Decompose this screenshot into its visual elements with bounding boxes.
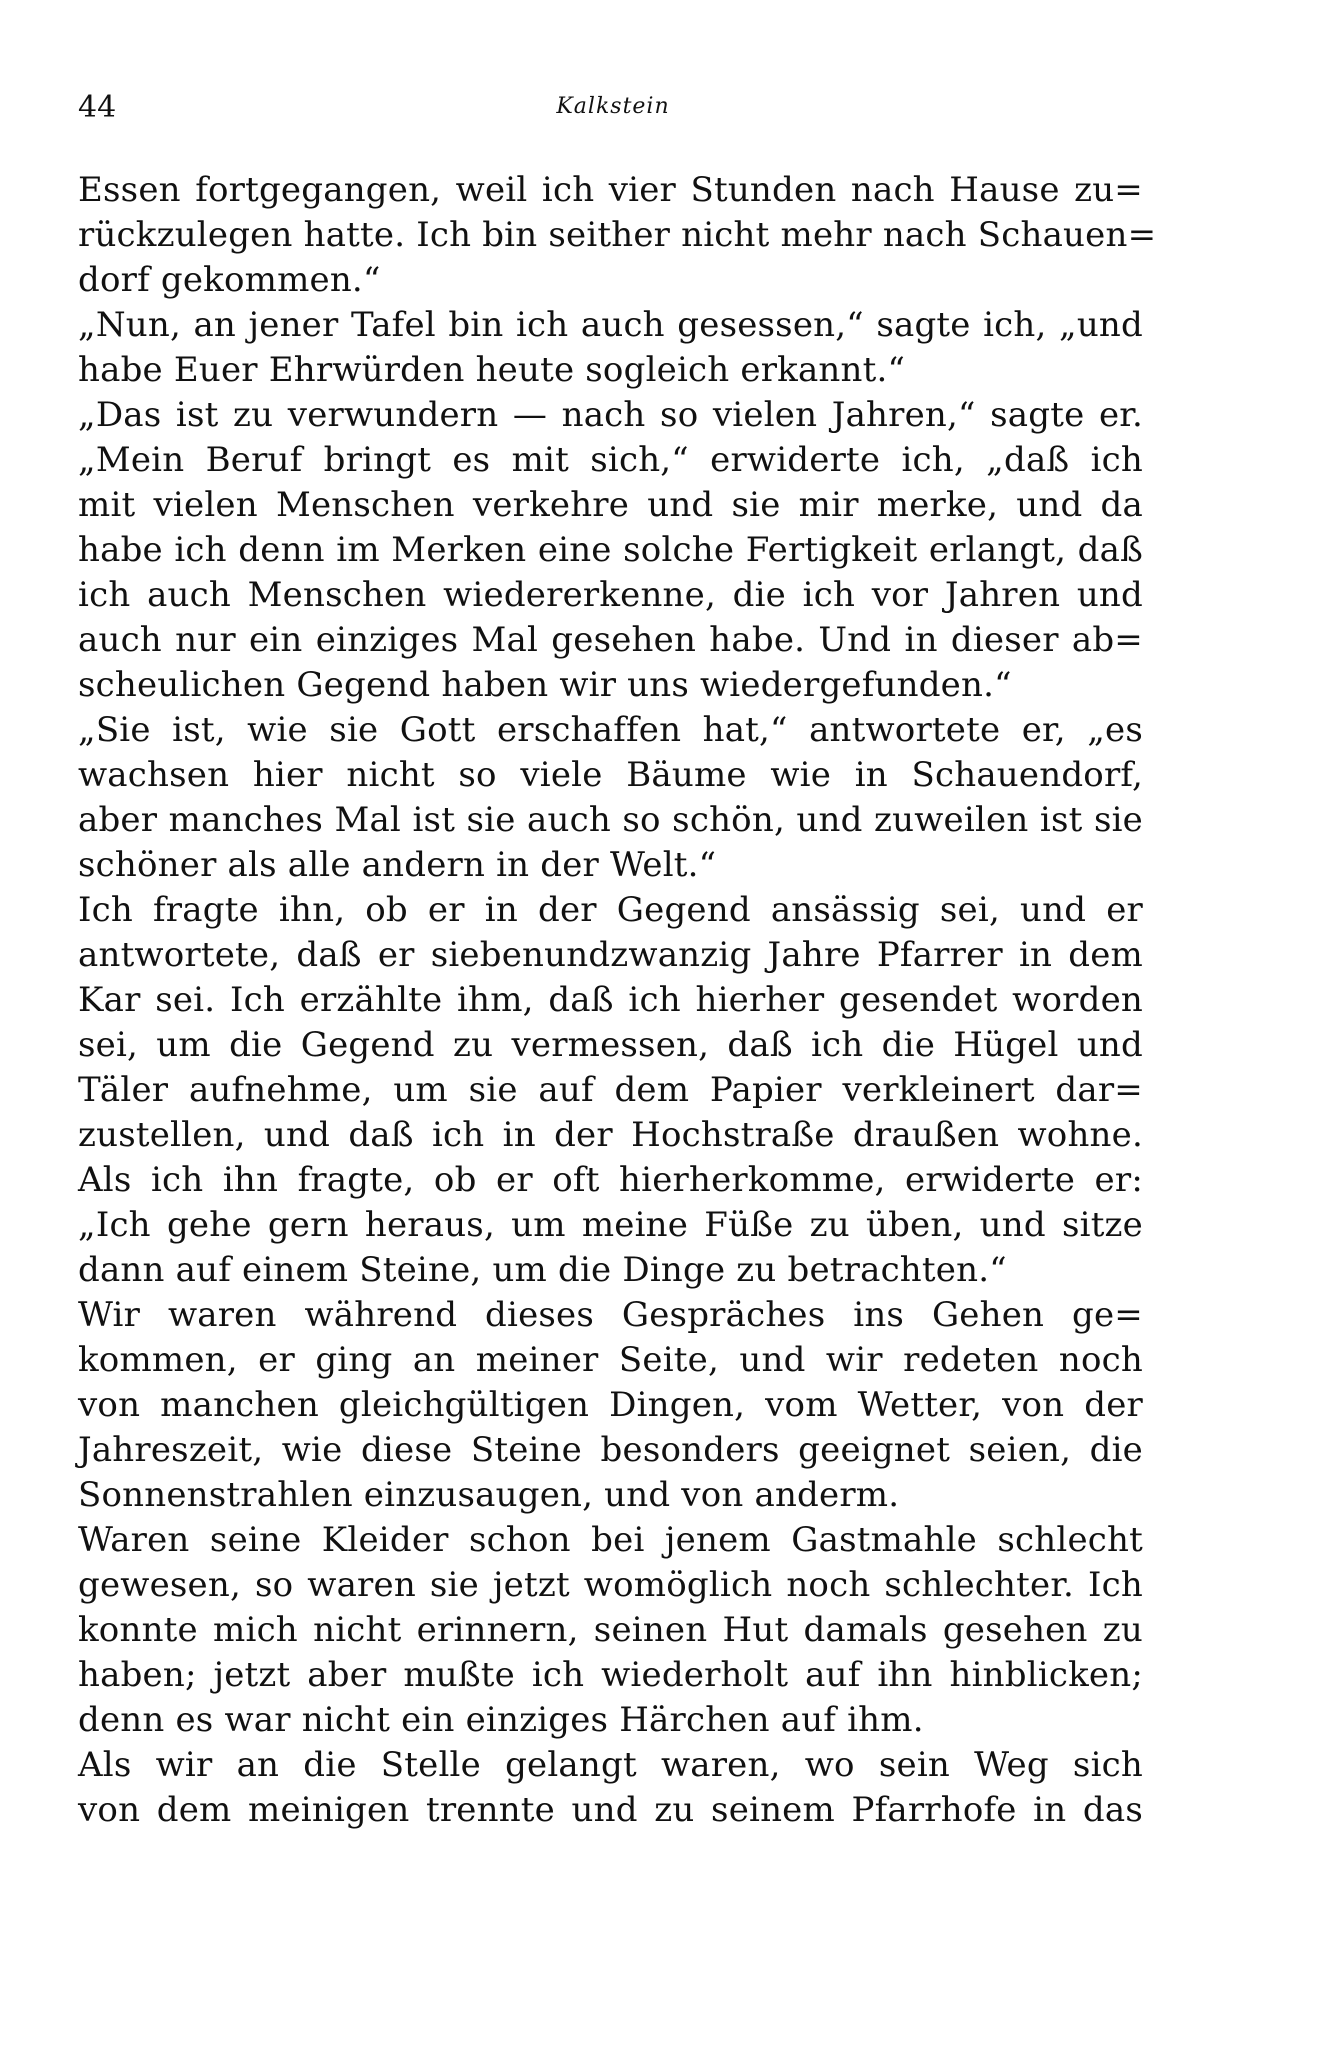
- text-line: scheulichen Gegend haben wir uns wiedergefunden.“: [78, 665, 1012, 705]
- text-line: haben; jetzt aber mußte ich wiederholt auf ihn hinblicken;: [78, 1655, 1143, 1695]
- page-header: [78, 90, 1140, 130]
- text-line: Kar sei. Ich erzählte ihm, daß ich hierher gesendet worden: [78, 980, 1143, 1020]
- text-line: mit vielen Menschen verkehre und sie mir merke, und da: [78, 485, 1143, 525]
- text-line: gewesen, so waren sie jetzt womöglich noch schlechter. Ich: [78, 1565, 1143, 1605]
- text-line: Täler aufnehme, um sie auf dem Papier verkleinert dar=: [78, 1070, 1143, 1110]
- text-line: schöner als alle andern in der Welt.“: [78, 845, 717, 885]
- text-line: Als ich ihn fragte, ob er oft hierherkomme, erwiderte er:: [78, 1160, 1143, 1200]
- text-line: Sonnenstrahlen einzusaugen, und von anderm.: [78, 1475, 900, 1515]
- text-line: Als wir an die Stelle gelangt waren, wo sein Weg sich: [78, 1745, 1143, 1785]
- text-line: rückzulegen hatte. Ich bin seither nicht mehr nach Schauen=: [78, 215, 1157, 255]
- text-line: ich auch Menschen wiedererkenne, die ich vor Jahren und: [78, 575, 1143, 615]
- text-line: habe Euer Ehrwürden heute sogleich erkannt.“: [78, 350, 906, 390]
- text-line: denn es war nicht ein einziges Härchen auf ihm.: [78, 1700, 924, 1740]
- text-line: zustellen, und daß ich in der Hochstraße draußen wohne.: [78, 1115, 1143, 1155]
- body-text: [78, 168, 1157, 1833]
- text-line: antwortete, daß er siebenundzwanzig Jahre Pfarrer in dem: [78, 935, 1143, 975]
- text-line: Ich fragte ihn, ob er in der Gegend ansässig sei, und er: [78, 890, 1143, 930]
- text-line: konnte mich nicht erinnern, seinen Hut damals gesehen zu: [78, 1610, 1143, 1650]
- text-line: Wir waren während dieses Gespräches ins Gehen ge=: [78, 1295, 1143, 1335]
- running-title: Kalkstein: [556, 94, 670, 119]
- text-line: sei, um die Gegend zu vermessen, daß ich die Hügel und: [78, 1025, 1143, 1065]
- text-line: Waren seine Kleider schon bei jenem Gastmahle schlecht: [78, 1520, 1143, 1560]
- text-line: „Nun, an jener Tafel bin ich auch gesessen,“ sagte ich, „und: [78, 305, 1143, 345]
- text-line: auch nur ein einziges Mal gesehen habe. Und in dieser ab=: [78, 620, 1143, 660]
- text-line: „Sie ist, wie sie Gott erschaffen hat,“ antwortete er, „es: [78, 710, 1143, 750]
- text-line: von manchen gleichgültigen Dingen, vom Wetter, von der: [78, 1385, 1143, 1425]
- text-line: „Das ist zu verwundern — nach so vielen Jahren,“ sagte er.: [78, 395, 1143, 435]
- text-line: Essen fortgegangen, weil ich vier Stunden nach Hause zu=: [78, 170, 1143, 210]
- text-line: wachsen hier nicht so viele Bäume wie in Schauendorf,: [78, 755, 1143, 795]
- page-number: 44: [78, 90, 117, 125]
- text-line: Jahreszeit, wie diese Steine besonders geeignet seien, die: [78, 1430, 1143, 1470]
- text-line: dorf gekommen.“: [78, 260, 381, 300]
- text-line: kommen, er ging an meiner Seite, und wir redeten noch: [78, 1340, 1143, 1380]
- text-line: dann auf einem Steine, um die Dinge zu betrachten.“: [78, 1250, 1007, 1290]
- text-line: „Ich gehe gern heraus, um meine Füße zu üben, und sitze: [78, 1205, 1143, 1245]
- text-line: habe ich denn im Merken eine solche Fertigkeit erlangt, daß: [78, 530, 1143, 570]
- text-line: von dem meinigen trennte und zu seinem Pfarrhofe in das: [78, 1790, 1143, 1830]
- text-line: aber manches Mal ist sie auch so schön, und zuweilen ist sie: [78, 800, 1143, 840]
- text-line: „Mein Beruf bringt es mit sich,“ erwiderte ich, „daß ich: [78, 440, 1143, 480]
